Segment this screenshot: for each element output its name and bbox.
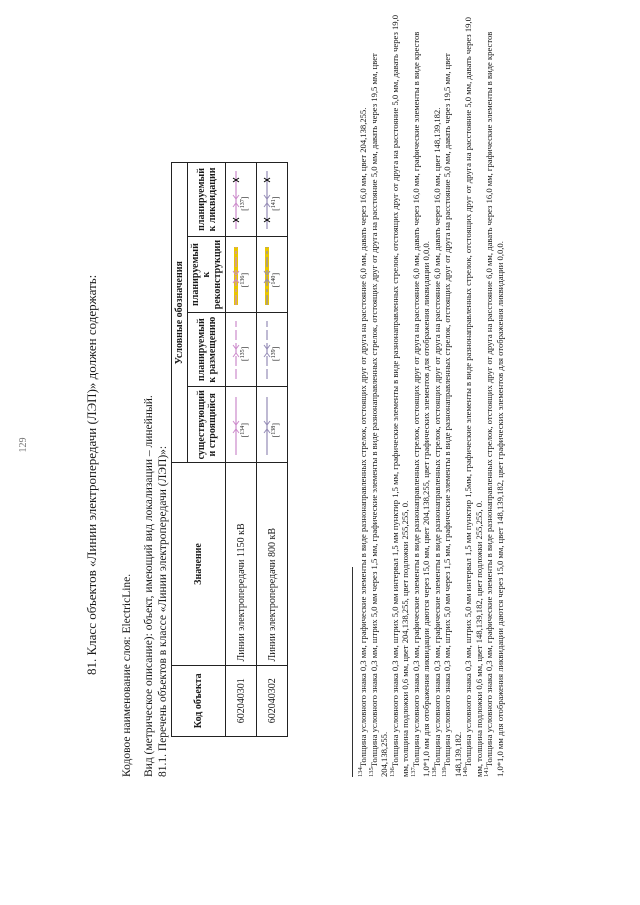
symbol-planned-reconstruction-cell xyxy=(257,236,288,312)
symbol-planned-liquidation-cell xyxy=(257,163,288,237)
symbol-existing-cell xyxy=(226,387,257,463)
object-value: Линии электропередачи 800 кВ xyxy=(257,463,288,665)
footnote-ref: [$^{141}$] xyxy=(271,196,281,211)
footnote-ref: [$^{136}$] xyxy=(240,272,250,288)
symbol-planned-liquidation-cell xyxy=(226,163,257,237)
footnote: $^{134}$Толщина условного знака 0,3 мм, графические элементы в виде разнонаправленных стрелок, отстоящих друг от друга на расстояние 6,0 мм, давать через 16,0 мм, цвет 204,138,255. xyxy=(357,107,368,777)
footnote: $^{137}$Толщина условного знака 0,3 мм, графические элементы в виде разнонаправленных стрелок, отстоящих друг от друга на расстояние 6,0 мм, давать через 16,0 мм, графические элементы в виде крестов 1,0*1,0 мм для отображения ликвидации даются через 15,0 мм, цвет 204,138,255, цвет графических элементов для отображения ликвидации 0,0,0. xyxy=(409,31,431,777)
object-code: 602040301 xyxy=(226,665,257,736)
symbol-planned-placement-cell xyxy=(226,313,257,387)
footnote: $^{139}$Толщина условного знака 0,3 мм, штрих 5,0 мм через 1,5 мм, графические элементы в виде разнонаправленных стрелок, отстоящих друг от друга на расстояние 5,0 мм, давать через 19,5 мм, цвет 148,139,182. xyxy=(441,53,463,777)
header-code: Код объекта xyxy=(172,665,226,736)
footnote-ref: [$^{139}$] xyxy=(271,346,281,362)
footnotes xyxy=(358,12,505,777)
table-row xyxy=(257,163,288,737)
footnote: $^{136}$Толщина условного знака 0,3 мм, штрих 5,0 мм интервал 1,5 мм пунктир 1,5 мм, графические элементы в виде разнонаправленных стрелок, отстоящих друг от друга на расстояние 5,0 мм, давать через 19,0 мм, толщина подложки 0,6 мм, цвет 204,138,255, цвет подложки 255,255, 0. xyxy=(388,14,410,777)
footnote-ref: [$^{134}$] xyxy=(240,423,250,438)
objects-table xyxy=(171,162,288,737)
footnote-separator xyxy=(352,567,353,777)
table-row xyxy=(226,163,257,737)
header-planned-liquidation: планируемый к ликвидации xyxy=(188,163,226,237)
header-planned-reconstruction: планируемый к реконструкции xyxy=(188,236,226,312)
footnote-ref: [$^{138}$] xyxy=(271,423,281,438)
page-number: 129 xyxy=(18,437,29,453)
object-code: 602040302 xyxy=(257,665,288,736)
header-existing: существующий и строящийся xyxy=(188,387,226,463)
geometry-description: Вид (метрическое описание): объект, имеющий вид локализации – линейный. xyxy=(143,395,155,777)
section-heading: 81. Класс объектов «Линии электропередачи (ЛЭП)» должен содержать: xyxy=(84,274,99,675)
footnote: $^{135}$Толщина условного знака 0,3 мм, штрих 5,0 мм через 1,5 мм, графические элементы в виде разнонаправленных стрелок, отстоящих друг от друга на расстояние 5,0 мм, давать через 19,5 мм, цвет 204,138,255. xyxy=(367,53,389,777)
footnote: $^{141}$Толщина условного знака 0,3 мм, графические элементы в виде разнонаправленных стрелок, отстоящих друг от друга на расстояние 6,0 мм, давать через 16,0 мм, графические элементы в виде крестов 1,0*1,0 мм для отображения ликвидации даются через 15,0 мм, цвет 148,139,182, цвет графических элементов для отображения ликвидации 0,0,0. xyxy=(483,31,505,777)
footnote: $^{140}$Толщина условного знака 0,3 мм, штрих 5,0 мм интервал 1,5 мм пунктир 1,5мм, графические элементы в виде разнонаправленных стрелок, отстоящих друг от друга на расстояние 5,0 мм, давать через 19,0 мм, толщина подложки 0,6 мм, цвет 148,139,182, цвет подложки 255,255, 0. xyxy=(462,17,484,777)
symbol-existing-cell xyxy=(257,387,288,463)
header-value: Значение xyxy=(172,463,226,665)
header-planned-placement: планируемый к размещению xyxy=(188,313,226,387)
symbol-planned-reconstruction-cell xyxy=(226,236,257,312)
list-title: 81.1. Перечень объектов в классе «Линии электропередачи (ЛЭП)»: xyxy=(157,445,169,777)
header-symbols: Условные обозначения xyxy=(172,163,188,463)
footnote-ref: [$^{137}$] xyxy=(240,196,250,211)
table-header-row xyxy=(172,163,188,737)
symbol-planned-placement-cell xyxy=(257,313,288,387)
footnote: $^{138}$Толщина условного знака 0,3 мм, графические элементы в виде разнонаправленных стрелок, отстоящих друг от друга на расстояние 6,0 мм, давать через 16,0 мм, цвет 148,139,182. xyxy=(430,107,442,777)
footnote-ref: [$^{135}$] xyxy=(240,346,250,362)
object-value: Линии электропередачи 1150 кВ xyxy=(226,463,257,665)
layer-code-name: Кодовое наименование слоя: ElectricLine. xyxy=(121,573,133,777)
footnote-ref: [$^{140}$] xyxy=(271,272,281,288)
